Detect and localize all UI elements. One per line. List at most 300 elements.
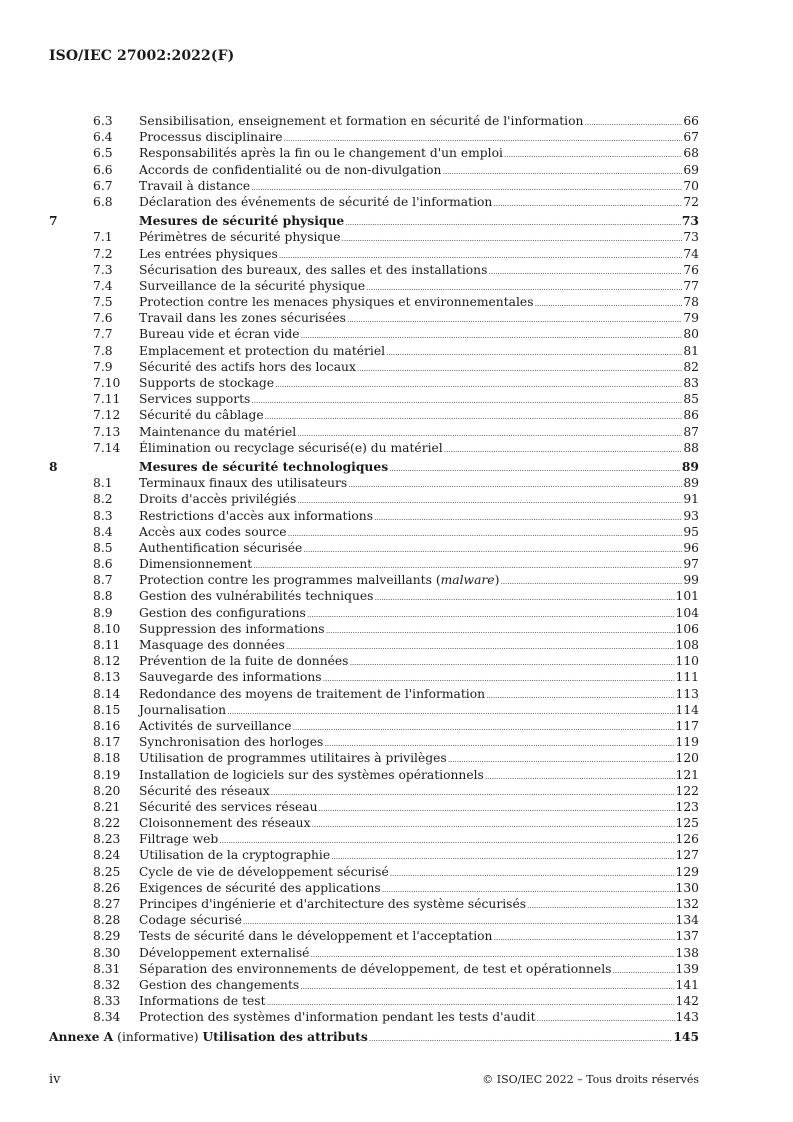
toc-entry[interactable] bbox=[49, 686, 699, 702]
entry-page-number: 73 bbox=[683, 230, 699, 245]
entry-title-text: Sécurité des actifs hors des locaux bbox=[139, 359, 356, 374]
entry-title-text: Filtrage web bbox=[139, 832, 219, 847]
annex-label: Annexe A bbox=[49, 1028, 114, 1044]
toc-entry[interactable] bbox=[49, 831, 699, 847]
toc-entry[interactable] bbox=[49, 294, 699, 310]
toc-entry[interactable] bbox=[49, 375, 699, 391]
entry-page-number: 121 bbox=[675, 767, 699, 782]
entry-page-number: 97 bbox=[683, 557, 699, 572]
entry-title bbox=[139, 343, 385, 359]
entry-title-text: Utilisation de la cryptographie bbox=[139, 848, 331, 863]
entry-number: 7.1 bbox=[93, 230, 113, 245]
entry-title-text: Terminaux finaux des utilisateurs bbox=[139, 476, 348, 491]
entry-number: 8.5 bbox=[93, 540, 113, 555]
toc-entry[interactable] bbox=[49, 194, 699, 210]
toc-entry[interactable] bbox=[49, 864, 699, 880]
entry-page-number: 143 bbox=[675, 1010, 699, 1025]
entry-title bbox=[139, 621, 325, 637]
toc-entry[interactable] bbox=[49, 262, 699, 278]
entry-number: 8.10 bbox=[93, 621, 121, 636]
entry-title bbox=[139, 229, 341, 245]
entry-title-text: Sécurisation des bureaux, des salles et des installations bbox=[139, 262, 488, 277]
entry-number: 7.4 bbox=[93, 278, 113, 293]
toc-entry[interactable] bbox=[49, 359, 699, 375]
entry-page-number: 79 bbox=[683, 311, 699, 326]
entry-number: 8.11 bbox=[93, 638, 121, 652]
entry-number: 8.7 bbox=[93, 573, 113, 588]
entry-title bbox=[139, 407, 264, 423]
toc-entry[interactable] bbox=[49, 961, 699, 977]
entry-number: 8.34 bbox=[93, 1010, 121, 1025]
toc-entry[interactable] bbox=[49, 113, 699, 129]
entry-title-text: Élimination ou recyclage sécurisé(e) du matériel bbox=[139, 440, 443, 455]
annex-title: Utilisation des attributs bbox=[202, 1028, 368, 1044]
entry-title bbox=[139, 734, 323, 750]
entry-title bbox=[139, 278, 365, 294]
toc-entry[interactable] bbox=[49, 653, 699, 669]
toc-entry[interactable] bbox=[49, 540, 699, 556]
entry-page-number: 74 bbox=[683, 246, 699, 261]
entry-page-number: 117 bbox=[675, 718, 699, 733]
entry-page-number: 110 bbox=[675, 654, 699, 669]
entry-title-text: Installation de logiciels sur des systèmes opérationnels bbox=[139, 767, 484, 782]
entry-page-number: 134 bbox=[675, 913, 699, 928]
toc-entry[interactable] bbox=[49, 475, 699, 491]
entry-number: 6.3 bbox=[93, 114, 113, 128]
entry-number: 8.18 bbox=[93, 751, 121, 766]
entry-title-text: Supports de stockage bbox=[139, 376, 275, 390]
entry-title-text: Sécurité du câblage bbox=[139, 408, 264, 423]
entry-number: 8.13 bbox=[93, 670, 121, 685]
toc-chapter-entry[interactable] bbox=[49, 213, 699, 229]
entry-title bbox=[139, 162, 441, 178]
toc-entry[interactable] bbox=[49, 310, 699, 326]
entry-title bbox=[139, 113, 583, 129]
toc-entry[interactable] bbox=[49, 326, 699, 342]
entry-title-text: Bureau vide et écran vide bbox=[139, 327, 300, 342]
entry-title bbox=[139, 246, 278, 262]
entry-page-number: 78 bbox=[683, 295, 699, 310]
entry-title bbox=[139, 993, 266, 1009]
entry-title-emphasis: malware bbox=[440, 573, 495, 588]
entry-title-text: Déclaration des événements de sécurité de l'information bbox=[139, 194, 493, 209]
entry-page-number: 137 bbox=[675, 929, 699, 944]
entry-title bbox=[139, 572, 499, 588]
entry-number: 8.4 bbox=[93, 524, 113, 539]
toc-entry[interactable] bbox=[49, 508, 699, 524]
toc-entry[interactable] bbox=[49, 391, 699, 407]
entry-title-text: Sensibilisation, enseignement et formation en sécurité de l'information bbox=[139, 114, 584, 128]
entry-page-number: 83 bbox=[683, 376, 699, 390]
entry-title bbox=[139, 524, 287, 540]
toc-entry[interactable] bbox=[49, 246, 699, 262]
entry-title-text: Prévention de la fuite de données bbox=[139, 654, 349, 669]
toc-entry[interactable] bbox=[49, 880, 699, 896]
entry-number: 7.9 bbox=[93, 359, 113, 374]
entry-number: 7.5 bbox=[93, 295, 113, 310]
entry-page-number: 85 bbox=[683, 392, 699, 407]
entry-title bbox=[139, 359, 356, 375]
toc-entry[interactable] bbox=[49, 767, 699, 783]
toc-entry[interactable] bbox=[49, 556, 699, 572]
entry-number: 8.27 bbox=[93, 897, 121, 911]
entry-title bbox=[139, 799, 318, 815]
entry-page-number: 91 bbox=[683, 492, 699, 507]
entry-title-text: Accords de confidentialité ou de non-divulgation bbox=[139, 162, 442, 177]
entry-title-text: Tests de sécurité dans le développement et l'acceptation bbox=[139, 929, 493, 944]
entry-number: 8.28 bbox=[93, 913, 121, 928]
entry-number: 7 bbox=[49, 213, 58, 229]
entry-number: 8.29 bbox=[93, 929, 121, 944]
entry-title bbox=[139, 262, 487, 278]
entry-title bbox=[139, 310, 346, 326]
entry-number: 8.31 bbox=[93, 961, 121, 976]
toc-entry[interactable] bbox=[49, 229, 699, 245]
entry-number: 7.12 bbox=[93, 408, 121, 423]
entry-title-text: Gestion des vulnérabilités techniques bbox=[139, 589, 374, 604]
entry-title-text: Les entrées physiques bbox=[139, 246, 278, 261]
entry-page-number: 70 bbox=[683, 178, 699, 193]
toc-entry[interactable] bbox=[49, 343, 699, 359]
entry-page-number: 125 bbox=[675, 816, 699, 831]
entry-title-text: Protection des systèmes d'information pendant les tests d'audit bbox=[139, 1010, 536, 1025]
toc-entry[interactable] bbox=[49, 162, 699, 178]
entry-number: 8.12 bbox=[93, 654, 121, 669]
entry-title bbox=[139, 178, 250, 194]
entry-title bbox=[139, 424, 296, 440]
entry-title bbox=[139, 459, 388, 475]
entry-leader-line bbox=[49, 1029, 699, 1047]
entry-page-number: 77 bbox=[683, 278, 699, 293]
toc-entry[interactable] bbox=[49, 718, 699, 734]
entry-title-text: Gestion des changements bbox=[139, 977, 300, 992]
toc-entry[interactable] bbox=[49, 605, 699, 621]
entry-number: 8.26 bbox=[93, 880, 121, 895]
entry-title-text: Services supports bbox=[139, 392, 251, 407]
dot-leader bbox=[537, 1011, 675, 1027]
entry-page-number: 129 bbox=[675, 864, 699, 879]
copyright-notice: © ISO/IEC 2022 – Tous droits réservés bbox=[482, 1073, 699, 1086]
entry-page-number: 122 bbox=[675, 783, 699, 798]
entry-page-number: 108 bbox=[675, 638, 699, 652]
entry-number: 7.10 bbox=[93, 376, 121, 390]
entry-title-text: Accès aux codes source bbox=[139, 524, 287, 539]
entry-page-number: 132 bbox=[675, 897, 699, 911]
entry-page-number: 139 bbox=[675, 961, 699, 976]
entry-title bbox=[139, 815, 311, 831]
entry-number: 6.5 bbox=[93, 146, 113, 161]
entry-page-number: 99 bbox=[683, 573, 699, 588]
entry-title-text: Utilisation de programmes utilitaires à privilèges bbox=[139, 751, 447, 766]
entry-page-number: 88 bbox=[683, 440, 699, 455]
toc-entry[interactable] bbox=[49, 621, 699, 637]
entry-number: 8.32 bbox=[93, 977, 121, 992]
entry-leader-line bbox=[139, 194, 699, 212]
entry-number: 6.8 bbox=[93, 194, 113, 209]
entry-title-text: Sécurité des réseaux bbox=[139, 783, 270, 798]
entry-number: 8.30 bbox=[93, 945, 121, 960]
entry-title bbox=[139, 945, 309, 961]
entry-title-text: Redondance des moyens de traitement de l'information bbox=[139, 686, 486, 701]
entry-title bbox=[139, 588, 373, 604]
entry-number: 8.6 bbox=[93, 557, 113, 572]
entry-number: 8.17 bbox=[93, 735, 121, 750]
entry-page-number: 113 bbox=[675, 686, 699, 701]
entry-title-text: Masquage des données bbox=[139, 638, 285, 652]
toc-entry[interactable] bbox=[49, 588, 699, 604]
entry-number: 6.6 bbox=[93, 162, 113, 177]
entry-page-number: 69 bbox=[683, 162, 699, 177]
entry-title bbox=[139, 961, 611, 977]
toc-entry[interactable] bbox=[49, 702, 699, 718]
entry-title bbox=[49, 1029, 368, 1045]
toc-annex-entry[interactable] bbox=[49, 1029, 699, 1045]
entry-number: 8.22 bbox=[93, 816, 121, 831]
entry-page-number: 119 bbox=[675, 735, 699, 750]
entry-title bbox=[139, 831, 218, 847]
entry-title-text: Maintenance du matériel bbox=[139, 424, 297, 439]
entry-title-text: Séparation des environnements de développement, de test et opérationnels bbox=[139, 961, 612, 976]
entry-number: 7.14 bbox=[93, 440, 121, 455]
entry-number: 7.3 bbox=[93, 262, 113, 277]
entry-page-number: 89 bbox=[683, 476, 699, 491]
entry-title-text: Emplacement et protection du matériel bbox=[139, 343, 386, 358]
entry-page-number: 130 bbox=[675, 880, 699, 895]
entry-page-number: 96 bbox=[683, 540, 699, 555]
toc-entry[interactable] bbox=[49, 129, 699, 145]
entry-title-text: Activités de surveillance bbox=[139, 718, 292, 733]
entry-title-text: Surveillance de la sécurité physique bbox=[139, 278, 366, 293]
toc-entry[interactable] bbox=[49, 750, 699, 766]
toc-entry[interactable] bbox=[49, 977, 699, 993]
entry-page-number: 66 bbox=[683, 114, 699, 128]
toc-entry[interactable] bbox=[49, 815, 699, 831]
document-header: ISO/IEC 27002:2022(F) bbox=[49, 48, 235, 64]
entry-page-number: 120 bbox=[675, 751, 699, 766]
entry-title-text: Dimensionnement bbox=[139, 557, 253, 572]
entry-page-number: 87 bbox=[683, 424, 699, 439]
entry-page-number: 76 bbox=[683, 262, 699, 277]
dot-leader bbox=[369, 1031, 673, 1047]
entry-title-text: Synchronisation des horloges bbox=[139, 735, 324, 750]
entry-title bbox=[139, 294, 534, 310]
entry-title bbox=[139, 129, 283, 145]
entry-number: 8.8 bbox=[93, 589, 113, 604]
entry-title bbox=[139, 540, 302, 556]
entry-title-end: ) bbox=[494, 573, 500, 588]
entry-title-text: Journalisation bbox=[139, 702, 227, 717]
entry-title bbox=[139, 653, 348, 669]
entry-title bbox=[139, 491, 296, 507]
toc-entry[interactable] bbox=[49, 1009, 699, 1025]
entry-page-number: 86 bbox=[683, 408, 699, 423]
entry-title-text: Cycle de vie de développement sécurisé bbox=[139, 864, 389, 879]
entry-number: 7.2 bbox=[93, 246, 113, 261]
entry-number: 7.6 bbox=[93, 311, 113, 326]
entry-title bbox=[139, 375, 274, 391]
entry-page-number: 123 bbox=[675, 799, 699, 814]
entry-title-text: Protection contre les menaces physiques et environnementales bbox=[139, 295, 534, 310]
entry-title bbox=[139, 928, 492, 944]
entry-title bbox=[139, 783, 270, 799]
entry-page-number: 127 bbox=[675, 848, 699, 863]
entry-title bbox=[139, 912, 242, 928]
entry-title bbox=[139, 669, 322, 685]
entry-number: 7.11 bbox=[93, 392, 121, 407]
entry-page-number: 89 bbox=[681, 458, 699, 474]
entry-page-number: 81 bbox=[683, 343, 699, 358]
entry-page-number: 80 bbox=[683, 327, 699, 342]
toc-entry[interactable] bbox=[49, 912, 699, 928]
entry-page-number: 106 bbox=[675, 621, 699, 636]
entry-page-number: 67 bbox=[683, 130, 699, 145]
entry-title-text: Travail dans les zones sécurisées bbox=[139, 311, 346, 326]
dot-leader bbox=[444, 442, 683, 458]
entry-title-text: Codage sécurisé bbox=[139, 913, 242, 928]
toc-entry[interactable] bbox=[49, 572, 699, 588]
entry-title-text: Principes d'ingénierie et d'architecture des système sécurisés bbox=[139, 897, 527, 911]
entry-number: 8.21 bbox=[93, 799, 121, 814]
entry-title-text: Mesures de sécurité physique bbox=[139, 213, 345, 229]
toc-entry[interactable] bbox=[49, 278, 699, 294]
entry-number: 8.15 bbox=[93, 702, 121, 717]
entry-number: 8 bbox=[49, 458, 58, 474]
entry-title bbox=[139, 637, 285, 653]
entry-title-text: Droits d'accès privilégiés bbox=[139, 492, 297, 507]
entry-title bbox=[139, 847, 330, 863]
entry-title bbox=[139, 880, 381, 896]
entry-leader-line bbox=[139, 1009, 699, 1027]
entry-title bbox=[139, 391, 250, 407]
annex-qualifier: (informative) bbox=[113, 1029, 203, 1044]
entry-title-text: Exigences de sécurité des applications bbox=[139, 880, 381, 895]
toc-chapter-entry[interactable] bbox=[49, 459, 699, 475]
entry-page-number: 82 bbox=[683, 359, 699, 374]
toc-entry[interactable] bbox=[49, 945, 699, 961]
entry-title-text: Périmètres de sécurité physique bbox=[139, 230, 341, 245]
entry-number: 7.8 bbox=[93, 343, 113, 358]
entry-page-number: 141 bbox=[675, 977, 699, 992]
entry-page-number: 95 bbox=[683, 524, 699, 539]
entry-page-number: 101 bbox=[675, 589, 699, 604]
entry-number: 8.19 bbox=[93, 767, 121, 782]
entry-number: 8.14 bbox=[93, 686, 121, 701]
toc-entry[interactable] bbox=[49, 524, 699, 540]
entry-number: 8.9 bbox=[93, 605, 113, 620]
entry-title bbox=[139, 718, 292, 734]
entry-number: 8.23 bbox=[93, 832, 121, 847]
entry-title bbox=[139, 145, 503, 161]
toc-entry[interactable] bbox=[49, 424, 699, 440]
entry-page-number: 111 bbox=[675, 670, 699, 685]
entry-title-text: Sécurité des services réseau bbox=[139, 799, 318, 814]
entry-number: 8.25 bbox=[93, 864, 121, 879]
table-of-contents bbox=[49, 113, 699, 1045]
entry-number: 8.3 bbox=[93, 508, 113, 523]
toc-entry[interactable] bbox=[49, 993, 699, 1009]
entry-page-number: 145 bbox=[673, 1028, 699, 1044]
page-number: iv bbox=[49, 1072, 61, 1087]
toc-entry[interactable] bbox=[49, 637, 699, 653]
entry-title-text: Informations de test bbox=[139, 994, 266, 1009]
entry-title bbox=[139, 767, 484, 783]
entry-number: 8.1 bbox=[93, 476, 113, 491]
entry-number: 8.2 bbox=[93, 492, 113, 507]
entry-number: 8.24 bbox=[93, 848, 121, 863]
entry-title-text: Développement externalisé bbox=[139, 945, 310, 960]
entry-title-text: Gestion des configurations bbox=[139, 605, 306, 620]
entry-leader-line bbox=[139, 440, 699, 458]
dot-leader bbox=[493, 196, 682, 212]
entry-title-text: Authentification sécurisée bbox=[139, 540, 303, 555]
entry-title-text: Protection contre les programmes malveillants ( bbox=[139, 573, 441, 588]
entry-title-text: Processus disciplinaire bbox=[139, 130, 283, 145]
entry-title bbox=[139, 605, 306, 621]
entry-page-number: 142 bbox=[675, 994, 699, 1009]
entry-title bbox=[139, 326, 300, 342]
entry-title bbox=[139, 1009, 536, 1025]
toc-entry[interactable] bbox=[49, 783, 699, 799]
entry-page-number: 68 bbox=[683, 146, 699, 161]
entry-page-number: 126 bbox=[675, 832, 699, 847]
entry-page-number: 114 bbox=[675, 702, 699, 717]
entry-title bbox=[139, 213, 344, 229]
entry-number: 8.33 bbox=[93, 994, 121, 1009]
entry-title bbox=[139, 475, 347, 491]
toc-entry[interactable] bbox=[49, 669, 699, 685]
entry-page-number: 93 bbox=[683, 508, 699, 523]
entry-number: 8.16 bbox=[93, 718, 121, 733]
entry-number: 6.4 bbox=[93, 130, 113, 145]
toc-entry[interactable] bbox=[49, 491, 699, 507]
entry-page-number: 72 bbox=[683, 194, 699, 209]
entry-title-text: Sauvegarde des informations bbox=[139, 670, 322, 685]
entry-title bbox=[139, 508, 373, 524]
entry-title bbox=[139, 440, 443, 456]
toc-entry[interactable] bbox=[49, 928, 699, 944]
entry-title-text: Restrictions d'accès aux informations bbox=[139, 508, 374, 523]
entry-title bbox=[139, 556, 252, 572]
entry-title bbox=[139, 977, 299, 993]
toc-entry[interactable] bbox=[49, 145, 699, 161]
entry-title bbox=[139, 896, 526, 912]
entry-title bbox=[139, 686, 485, 702]
entry-page-number: 73 bbox=[681, 213, 699, 229]
entry-title-text: Travail à distance bbox=[139, 178, 251, 193]
entry-title bbox=[139, 750, 447, 766]
entry-title-text: Mesures de sécurité technologiques bbox=[139, 458, 389, 474]
entry-title bbox=[139, 702, 226, 718]
entry-number: 6.7 bbox=[93, 178, 113, 193]
entry-title bbox=[139, 864, 389, 880]
entry-number: 7.13 bbox=[93, 424, 121, 439]
toc-entry[interactable] bbox=[49, 178, 699, 194]
toc-entry[interactable] bbox=[49, 734, 699, 750]
entry-page-number: 104 bbox=[675, 605, 699, 620]
entry-title-text: Suppression des informations bbox=[139, 621, 325, 636]
entry-number: 8.20 bbox=[93, 783, 121, 798]
toc-entry[interactable] bbox=[49, 440, 699, 456]
entry-title-text: Responsabilités après la fin ou le changement d'un emploi bbox=[139, 146, 503, 161]
entry-number: 7.7 bbox=[93, 327, 113, 342]
toc-entry[interactable] bbox=[49, 407, 699, 423]
toc-entry[interactable] bbox=[49, 847, 699, 863]
toc-entry[interactable] bbox=[49, 896, 699, 912]
entry-title-text: Cloisonnement des réseaux bbox=[139, 816, 311, 831]
entry-title bbox=[139, 194, 492, 210]
entry-page-number: 138 bbox=[675, 945, 699, 960]
toc-entry[interactable] bbox=[49, 799, 699, 815]
